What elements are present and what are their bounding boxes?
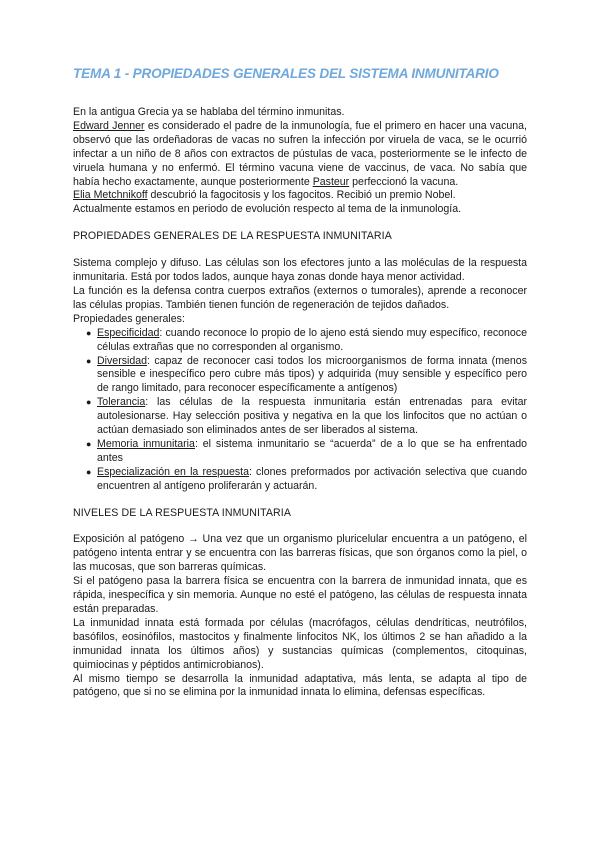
list-item (86, 354, 527, 397)
spacer (73, 520, 527, 533)
properties-list (73, 327, 527, 494)
document-title: TEMA 1 - PROPIEDADES GENERALES DEL SISTEMA INMUNITARIO (73, 66, 499, 81)
property-text: : las células de la respuesta inmunitaria están entrenadas para evitar autolesionarse. Hay selección positiva y negativa en la que los linfocitos que no actúan o actúan demasiado son eliminados antes de ser liberados al sistema. (97, 396, 527, 437)
list-item (86, 437, 528, 466)
properties-paragraph-function: La función es la defensa contra cuerpos extraños (externos o tumorales), aprende a reconocer las células propias. También tienen función de regeneración de tejidos dañados. (73, 284, 527, 311)
property-text: : clones preformados por activación selectiva que cuando encuentren al antígeno proliferarán y actuarán. (97, 465, 527, 492)
bullet-icon: ● (86, 327, 92, 338)
property-text: : cuando reconoce lo propio de lo ajeno está siendo muy específico, reconoce células extrañas que no corresponden al organismo. (97, 326, 527, 353)
bullet-icon: ● (86, 397, 92, 408)
property-text: : capaz de reconocer casi todos los microorganismos de forma innata (menos sensible e inespecífico pero cubre más tipos) y adquirida (muy sensible y específico pero de rango limitado, para reconocer específicamente a antígenos) (97, 354, 527, 395)
jenner-text-a: es considerado el padre de la inmunología, fue el primero en hacer una vacuna, observó que las ordeñadoras de vacas no sufren la infección por viruela de vaca, se le ocurrió infectar a un niño de 8 años con extractos de pústulas de vaca, posteriormente se le infecto de viruela humana y no enfermó. El término vacuna viene de vaccinus, de vaca. No sabía que había hecho exactamente, aunque posteriormente (73, 119, 527, 188)
property-term: Diversidad (97, 354, 148, 367)
bullet-icon: ● (86, 466, 92, 477)
spacer (73, 244, 527, 257)
levels-paragraph-innate-barrier: Si el patógeno pasa la barrera física se encuentra con la barrera de inmunidad innata, que es rápida, inespecífica y sin memoria. Aunque no esté el patógeno, las células de respuesta innata están preparadas. (73, 575, 527, 615)
levels-paragraph-exposure: Exposición al patógeno → Una vez que un organismo pluricelular encuentra a un patógeno, el patógeno intenta entrar y se encuentra con las barreras físicas, que son órganos como la piel, o las mucosas, que son barreras químicas. (73, 533, 527, 574)
list-item (86, 396, 527, 438)
metchnikoff-name: Elia Metchnikoff (73, 189, 148, 202)
list-item (86, 465, 527, 494)
intro-paragraph-metchnikoff (73, 189, 527, 203)
bullet-icon: ● (86, 355, 92, 366)
section-heading-levels: NIVELES DE LA RESPUESTA INMUNITARIA (73, 506, 291, 519)
spacer (73, 494, 527, 507)
intro-paragraph-greece: En la antigua Grecia ya se hablaba del término inmunitas. (73, 106, 345, 118)
section-heading-properties: PROPIEDADES GENERALES DE LA RESPUESTA INMUNITARIA (73, 230, 392, 243)
properties-paragraph-list-intro: Propiedades generales: (73, 312, 185, 325)
property-text: : el sistema inmunitario se “acuerda” de a lo que se ha enfrentado antes (97, 437, 528, 464)
property-term: Tolerancia (97, 396, 146, 409)
property-term: Especialización en la respuesta (97, 465, 249, 478)
property-term: Memoria inmunitaria (97, 437, 195, 450)
list-item (86, 326, 527, 355)
pasteur-name: Pasteur (312, 175, 350, 188)
jenner-text-b: perfeccionó la vacuna. (349, 175, 459, 188)
properties-paragraph-system: Sistema complejo y difuso. Las células son los efectores junto a las moléculas de la respuesta inmunitaria. Está por todos lados, aunque haya zonas donde haya menor actividad. (73, 257, 527, 284)
intro-paragraph-current: Actualmente estamos en periodo de evolución respecto al tema de la inmunología. (73, 203, 462, 216)
document-body (73, 106, 527, 700)
bullet-icon: ● (86, 438, 92, 449)
spacer (73, 217, 527, 230)
property-term: Especificidad (97, 326, 160, 339)
levels-paragraph-innate-components: La inmunidad innata está formada por células (macrófagos, células dendríticas, neutrófilos, basófilos, eosinófilos, mastocitos y finalmente linfocitos NK, los últimos 2 se han añadido a la inmunidad innata los últimos años) y sustancias químicas (complementos, citoquinas, quimiocinas y péptidos antimicrobianos). (73, 616, 527, 671)
intro-paragraph-jenner (73, 120, 527, 190)
metchnikoff-text: descubrió la fagocitosis y los fagocitos. Recibió un premio Nobel. (147, 189, 456, 202)
jenner-name: Edward Jenner (73, 119, 145, 132)
levels-paragraph-adaptive: Al mismo tiempo se desarrolla la inmunidad adaptativa, más lenta, se adapta al tipo de patógeno, que si no se elimina por la inmunidad innata lo elimina, defensas específicas. (73, 672, 527, 699)
